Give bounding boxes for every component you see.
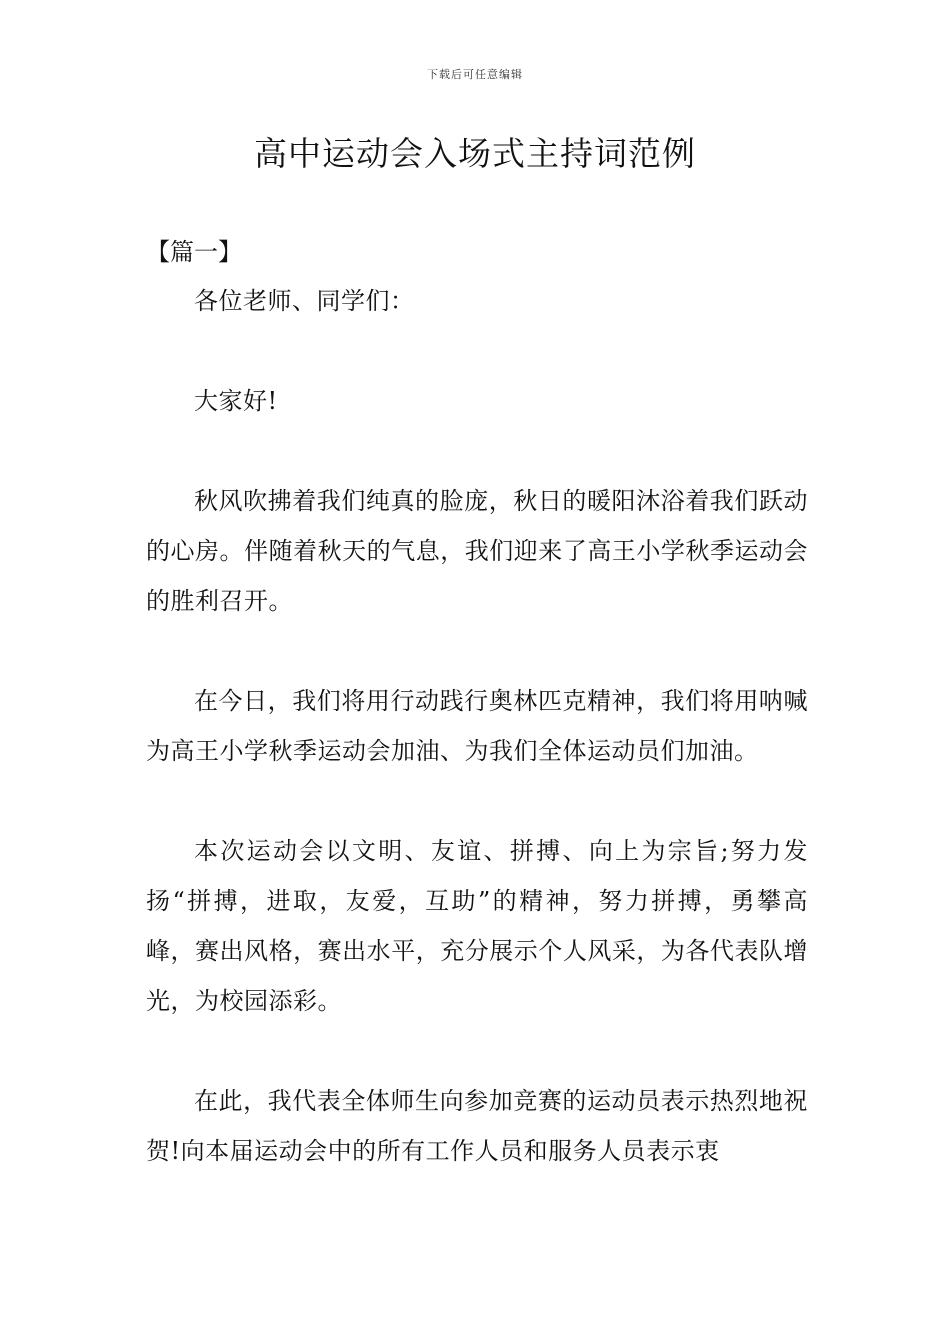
header-note: 下载后可任意编辑 [427, 68, 523, 81]
paragraph-hello: 大家好! [194, 387, 278, 415]
section-label: 【篇一】 [146, 238, 242, 266]
paragraph-autumn: 秋风吹拂着我们纯真的脸庞，秋日的暖阳沐浴着我们跃动的心房。伴随着秋天的气息，我们迎来了高王小学秋季运动会的胜利召开。 [146, 487, 808, 615]
document-title: 高中运动会入场式主持词范例 [254, 134, 696, 173]
document-body [146, 276, 808, 1226]
paragraph-today: 在今日，我们将用行动践行奥林匹克精神，我们将用呐喊为高王小学秋季运动会加油、为我们全体运动员们加油。 [146, 687, 808, 765]
paragraph-congrats: 在此，我代表全体师生向参加竞赛的运动员表示热烈地祝贺!向本届运动会中的所有工作人员和服务人员表示衷 [146, 1087, 808, 1165]
paragraph-greeting: 各位老师、同学们： [194, 287, 415, 315]
paragraph-purpose: 本次运动会以文明、友谊、拼搏、向上为宗旨;努力发扬“拼搏，进取，友爱，互助”的精神，努力拼搏，勇攀高峰，赛出风格，赛出水平，充分展示个人风采，为各代表队增光，为校园添彩。 [146, 837, 808, 1015]
